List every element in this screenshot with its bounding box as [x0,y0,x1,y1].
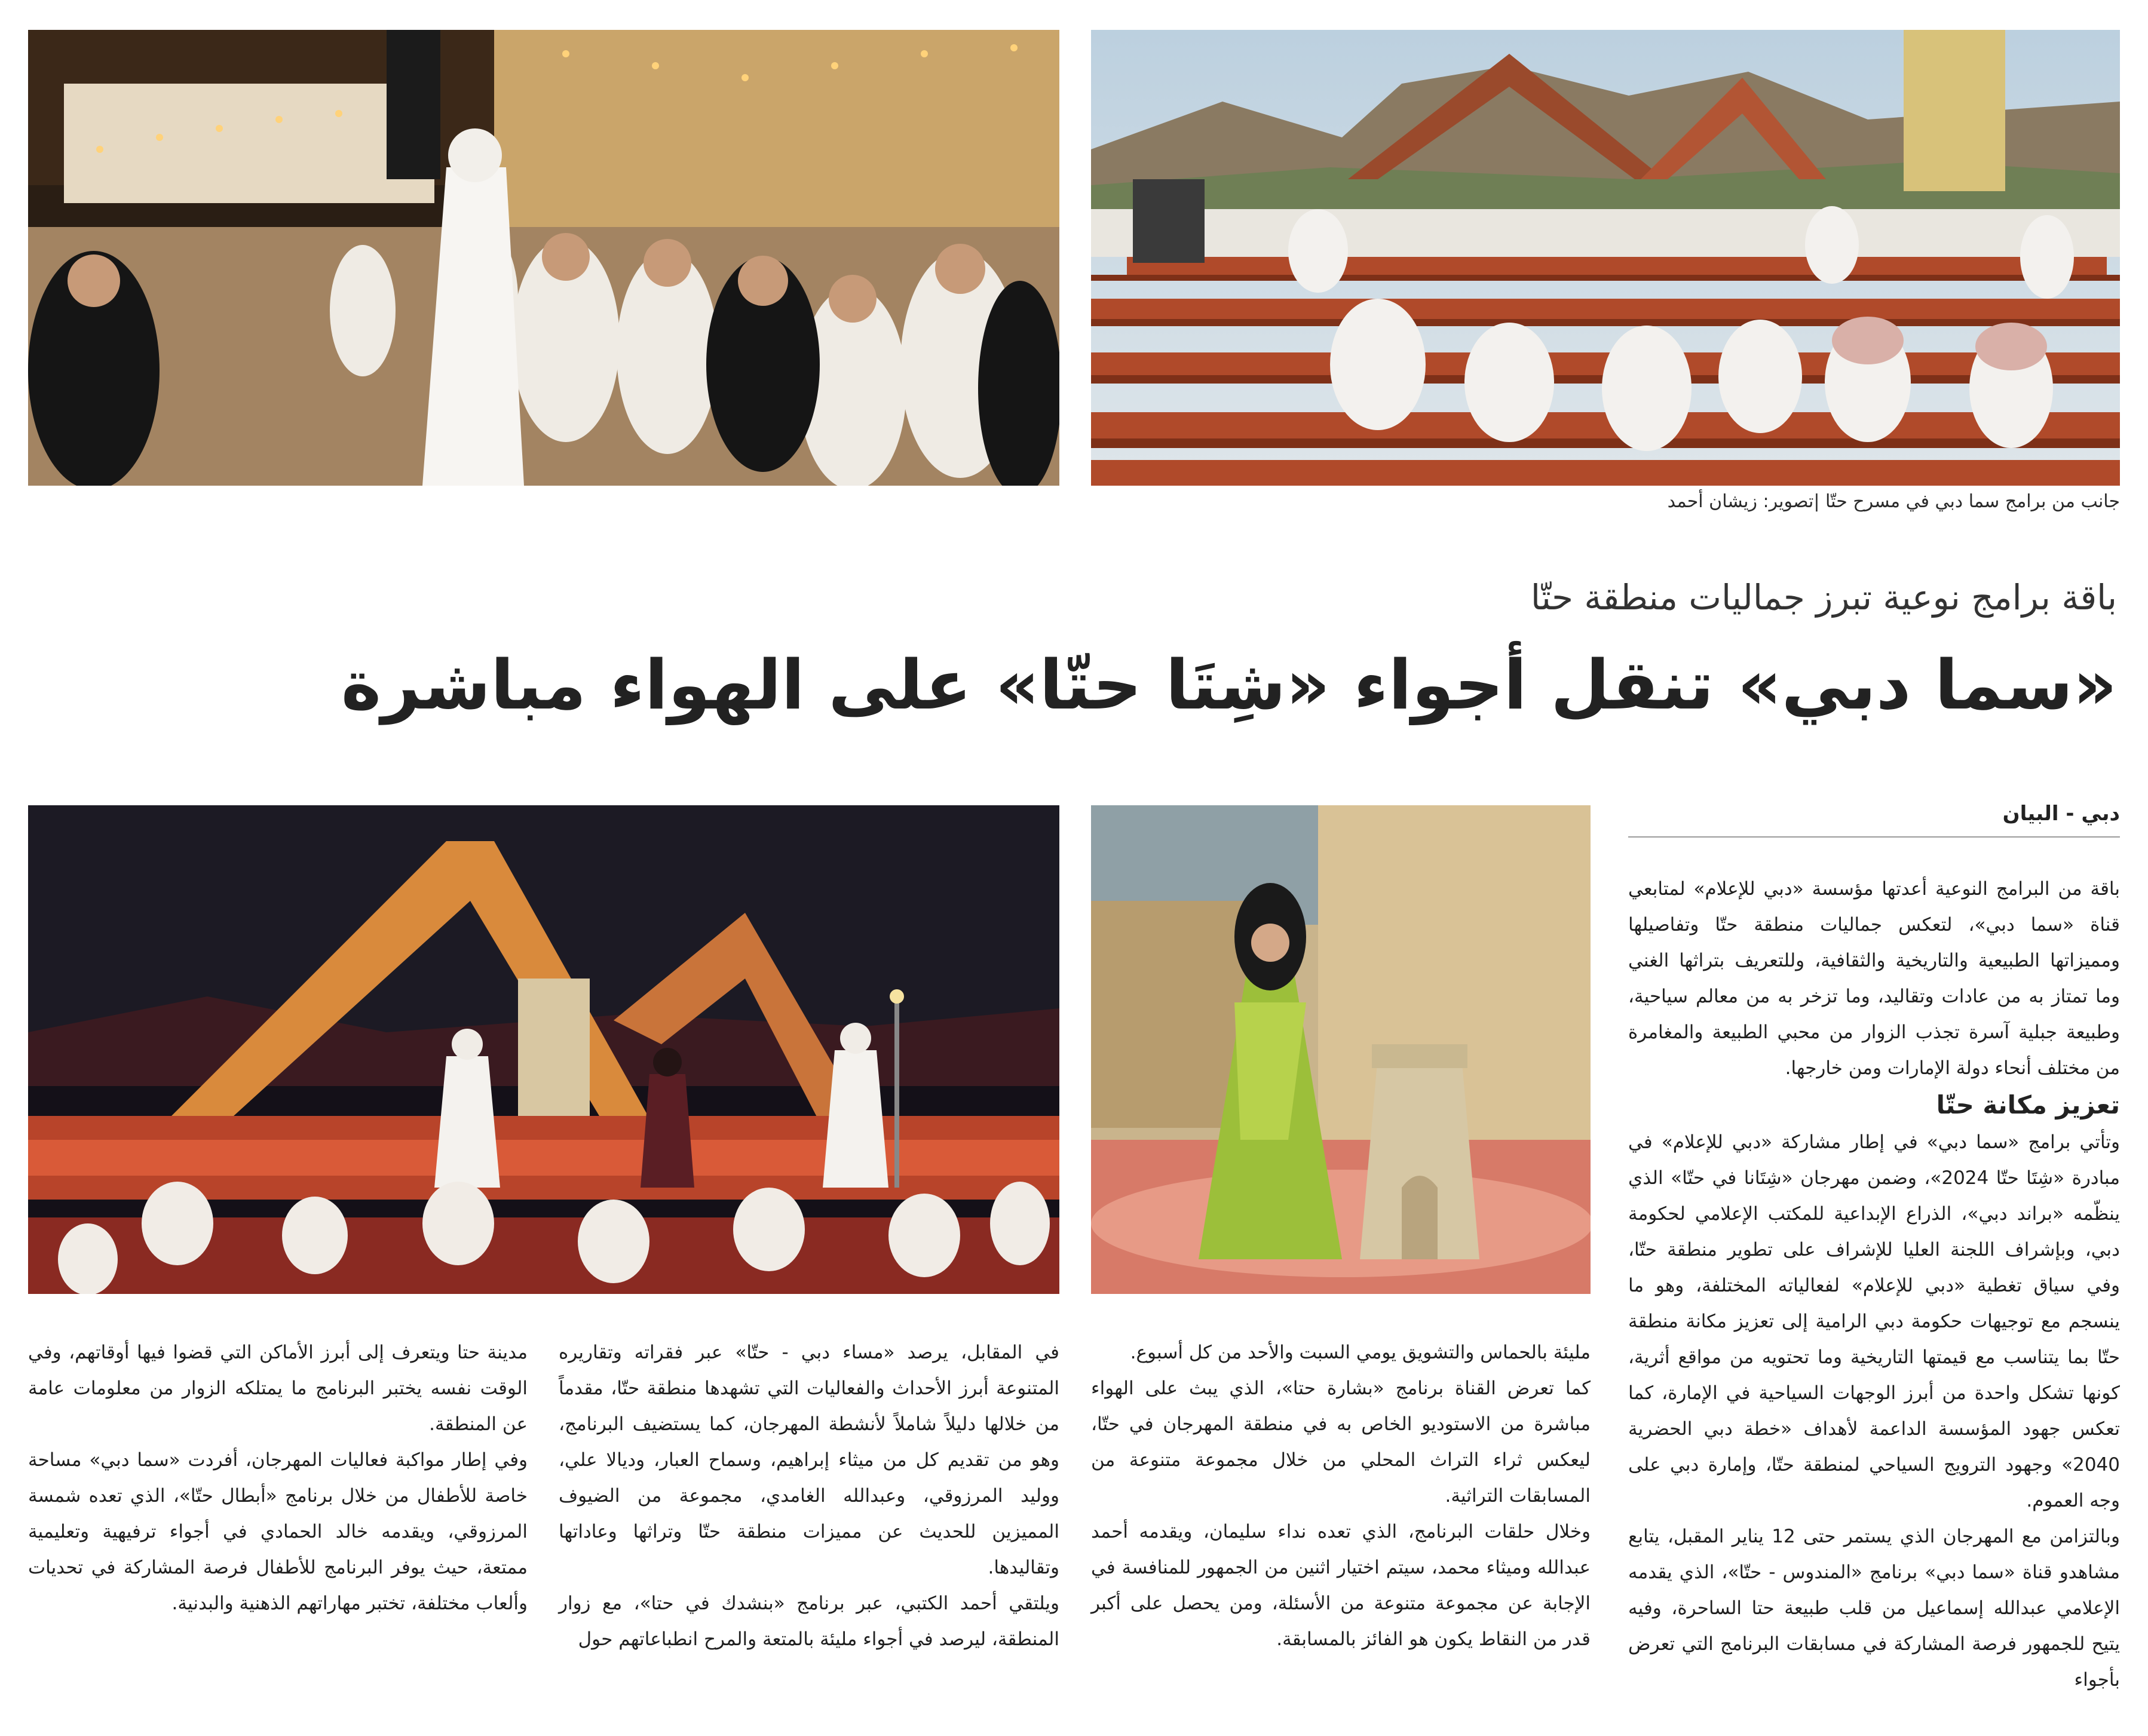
article-column-1 [1628,871,2120,1698]
headline: «سما دبي» تنقل أجواء «شِتَا حتّا» على الهواء مباشرة [341,645,2117,725]
paragraph: كما تعرض القناة برنامج «بشارة حتا»، الذي يبث على الهواء مباشرة من الاستوديو الخاص به في منطقة المهرجان في حتّا، ليعكس ثراء التراث المحلي من خلال مجموعة متنوعة من المسابقات التراثية. [1091,1378,1591,1507]
article-column-4 [28,1335,528,1621]
paragraph: في المقابل، يرصد «مساء دبي - حتّا» عبر فقراته وتقاريره المتنوعة أبرز الأحداث والفعاليات التي تشهدها منطقة حتّا، مقدماً من خلالها دليلاً شاملاً لأنشطة المهرجان، كما يستضيف البرنامج، وهو من تقديم كل من ميثاء إبراهيم، وسماح العبار، وديالا علي، ووليد المرزوقي، وعبدالله الغامدي، مجموعة من الضيوف المميزين للحديث عن مميزات منطقة حتّا وتراثها وعاداتها وتقاليدها. [559,1342,1059,1578]
photo-stage-audience-day [1091,30,2120,486]
paragraph: وفي إطار مواكبة فعاليات المهرجان، أفردت «سما دبي» مساحة خاصة للأطفال من خلال برنامج «أبطال حتّا»، الذي تعده شمسة المرزوقي، ويقدمه خالد الحمادي في أجواء ترفيهية وتعليمية ممتعة، حيث يوفر البرنامج للأطفال فرصة المشاركة في تحديات وألعاب مختلفة، تختبر مهاراتهم الذهنية والبدنية. [28,1449,528,1614]
photo-night-stage-show [28,805,1059,1294]
byline-rule [1628,836,2120,838]
subheading: تعزيز مكانة حتّا [1936,1090,2120,1119]
photo-host-with-audience-night [28,30,1059,486]
photo-caption: جانب من برامج سما دبي في مسرح حتّا |تصوير: زيشان أحمد [1667,491,2120,512]
byline: دبي - البيان [2002,802,2120,826]
paragraph: وخلال حلقات البرنامج، الذي تعده نداء سليمان، ويقدمه أحمد عبدالله وميثاء محمد، سيتم اختيار اثنين من الجمهور للمنافسة في الإجابة عن مجموعة متنوعة من الأسئلة، ومن يحصل على أكبر قدر من النقاط يكون هو الفائز بالمسابقة. [1091,1521,1591,1650]
paragraph: ويلتقي أحمد الكتبي، عبر برنامج «بنشدك في حتا»، مع زوار المنطقة، ليرصد في أجواء مليئة بالمتعة والمرح انطباعاتهم حول [559,1593,1059,1650]
paragraph: وتأتي برامج «سما دبي» في إطار مشاركة «دبي للإعلام» في مبادرة «شِتَا حتّا 2024»، وضمن مهرجان «شِتَانا في حتّا» الذي ينظّمه «براند دبي»، الذراع الإبداعية للمكتب الإعلامي لحكومة دبي، وبإشراف اللجنة العليا للإشراف على تطوير منطقة حتّا، وفي سياق تغطية «دبي للإعلام» لفعالياته المختلفة، وهو ما ينسجم مع توجيهات حكومة دبي الرامية إلى تعزيز مكانة منطقة حتّا بما يتناسب مع قيمتها التاريخية وما تحتويه من مواقع أثرية، كونها تشكل واحدة من أبرز الوجهات السياحية في الإمارة، كما تعكس جهود المؤسسة الداعمة لأهداف «خطة دبي الحضرية 2040» وجهود الترويج السياحي لمنطقة حتّا، وإمارة دبي على وجه العموم. [1628,1131,2120,1511]
paragraph: وبالتزامن مع المهرجان الذي يستمر حتى 12 يناير المقبل، يتابع مشاهدو قناة «سما دبي» برنامج «المندوس - حتّا»، الذي يقدمه الإعلامي عبدالله إسماعيل من قلب طبيعة حتا الساحرة، وفيه يتيح للجمهور فرصة المشاركة في مسابقات البرنامج التي تعرض بأجواء [1628,1526,2120,1691]
article-column-3 [559,1335,1059,1657]
article-column-2 [1091,1335,1591,1657]
paragraph: مليئة بالحماس والتشويق يومي السبت والأحد من كل أسبوع. [1130,1342,1591,1363]
kicker: باقة برامج نوعية تبرز جماليات منطقة حتّا [1530,577,2117,618]
photo-presenter-green-dress [1091,805,1591,1294]
paragraph: مدينة حتا ويتعرف إلى أبرز الأماكن التي قضوا فيها أوقاتهم، وفي الوقت نفسه يختبر البرنامج ما يمتلكه الزوار من معلومات عامة عن المنطقة. [28,1342,528,1435]
paragraph: باقة من البرامج النوعية أعدتها مؤسسة «دبي للإعلام» لمتابعي قناة «سما دبي»، لتعكس جماليات منطقة حتّا وتفاصيلها ومميزاتها الطبيعية والتاريخية والثقافية، وللتعريف بتراثها الغني وما تمتاز به من عادات وتقاليد، وما تزخر به من معالم سياحية، وطبيعة جبلية آسرة تجذب الزوار من محبي الطبيعة والمغامرة من مختلف أنحاء دولة الإمارات ومن خارجها. [1628,878,2120,1079]
